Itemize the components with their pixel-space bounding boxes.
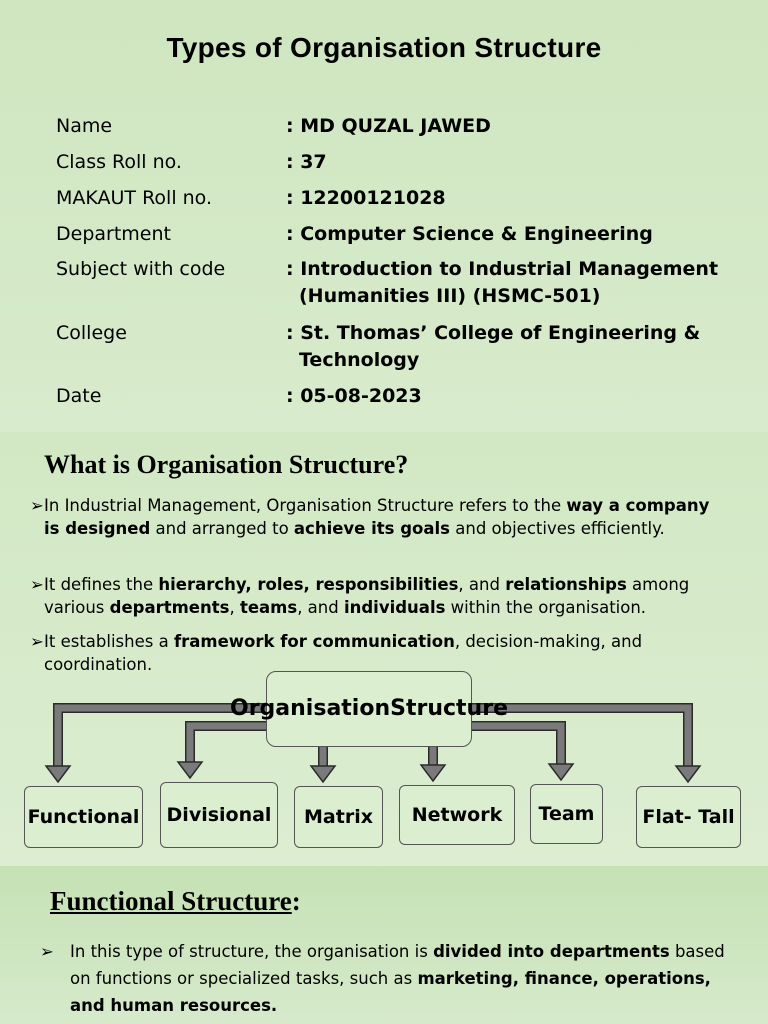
text-run: based on functions or specialized tasks, such as	[70, 942, 725, 988]
arrow-bullet-icon: ➢	[30, 632, 44, 651]
bold-text: relationships	[505, 575, 627, 594]
root-node-line: Organisation	[230, 696, 391, 721]
bullet-item	[40, 938, 740, 1019]
info-label: MAKAUT Roll no.	[56, 187, 213, 209]
root-node-organisation-structure	[230, 671, 508, 747]
bold-text: achieve its goals	[293, 519, 450, 538]
text-run: , and	[297, 598, 344, 617]
bullet-item	[30, 494, 730, 540]
slide-title-info	[0, 0, 768, 432]
info-value	[286, 113, 746, 140]
bold-text: hierarchy, roles, responsibilities	[158, 575, 459, 594]
text-run: and arranged to	[150, 519, 294, 538]
heading-colon: :	[291, 886, 301, 916]
slide-what-is	[0, 432, 768, 866]
arrow-flat-tall-head	[676, 766, 700, 782]
arrow-team-shaft	[472, 726, 561, 764]
info-value	[286, 185, 746, 212]
arrow-bullet-icon: ➢	[30, 575, 44, 594]
info-label: College	[56, 322, 127, 344]
bullet-text	[30, 494, 730, 540]
child-node-network: Network	[399, 785, 515, 845]
slide-functional	[0, 866, 768, 1024]
arrow-bullet-icon: ➢	[40, 942, 54, 961]
info-value-line: Technology	[299, 349, 420, 371]
arrow-network-head	[421, 765, 445, 781]
bold-text: departments	[109, 598, 230, 617]
info-label: Name	[56, 115, 113, 137]
bold-text: divided into departments	[433, 942, 670, 961]
arrow-team-head	[549, 764, 573, 780]
arrow-team-outline	[472, 726, 561, 764]
arrow-divisional-outline	[190, 726, 266, 762]
info-label: Date	[56, 385, 102, 407]
child-node-divisional: Divisional	[160, 782, 278, 848]
arrow-matrix-head	[311, 766, 335, 782]
heading-text: Functional Structure	[50, 886, 292, 916]
text-run: It defines the	[44, 575, 159, 594]
info-value	[286, 383, 746, 410]
info-value	[286, 320, 746, 374]
arrow-bullet-icon: ➢	[30, 496, 44, 515]
bold-text: way a company is designed	[44, 496, 710, 538]
info-value-line: : Introduction to Industrial Management	[286, 258, 719, 280]
info-value	[286, 149, 746, 176]
info-value-line: : 05-08-2023	[286, 385, 422, 407]
structure-diagram	[0, 662, 768, 866]
slide-heading: What is Organisation Structure?	[44, 450, 409, 479]
text-run: , decision-making, and coordination.	[44, 632, 643, 674]
info-label: Department	[56, 223, 171, 245]
bullet-text	[30, 573, 730, 619]
info-value-line: (Humanities III) (HSMC-501)	[299, 285, 601, 307]
info-value-line: : St. Thomas’ College of Engineering &	[286, 322, 701, 344]
arrow-divisional-head	[178, 762, 202, 778]
arrow-functional-head	[46, 766, 70, 782]
text-run: , and	[458, 575, 506, 594]
info-label: Class Roll no.	[56, 151, 182, 173]
root-node-line: Structure	[390, 696, 508, 721]
text-run: and objectives efficiently.	[450, 519, 665, 538]
info-value-line: : Computer Science & Engineering	[286, 223, 653, 245]
bold-text: marketing, finance, operations, and human resources.	[70, 969, 711, 1015]
info-value-line: : 37	[286, 151, 327, 173]
text-run: It establishes a	[44, 632, 174, 651]
text-run: ,	[229, 598, 240, 617]
text-run: within the organisation.	[445, 598, 647, 617]
info-value	[286, 221, 746, 248]
child-node-team: Team	[530, 784, 603, 844]
slide-title: Types of Organisation Structure	[166, 32, 602, 63]
bullet-item	[30, 573, 730, 619]
bold-text: framework for communication	[173, 632, 455, 651]
slide-heading	[50, 886, 301, 917]
bold-text: individuals	[343, 598, 446, 617]
info-label: Subject with code	[56, 258, 226, 280]
bullet-text	[40, 938, 740, 1019]
arrow-divisional-shaft	[190, 726, 266, 762]
text-run: among various	[44, 575, 690, 617]
text-run: In Industrial Management, Organisation Structure refers to the	[44, 496, 567, 515]
child-node-functional: Functional	[24, 786, 143, 848]
child-node-matrix: Matrix	[294, 786, 383, 848]
info-value-line: : 12200121028	[286, 187, 446, 209]
info-value	[286, 256, 746, 310]
bold-text: teams	[239, 598, 298, 617]
child-node-flat-tall: Flat- Tall	[636, 786, 741, 848]
info-value-line: : MD QUZAL JAWED	[286, 115, 491, 137]
text-run: In this type of structure, the organisation is	[70, 942, 434, 961]
